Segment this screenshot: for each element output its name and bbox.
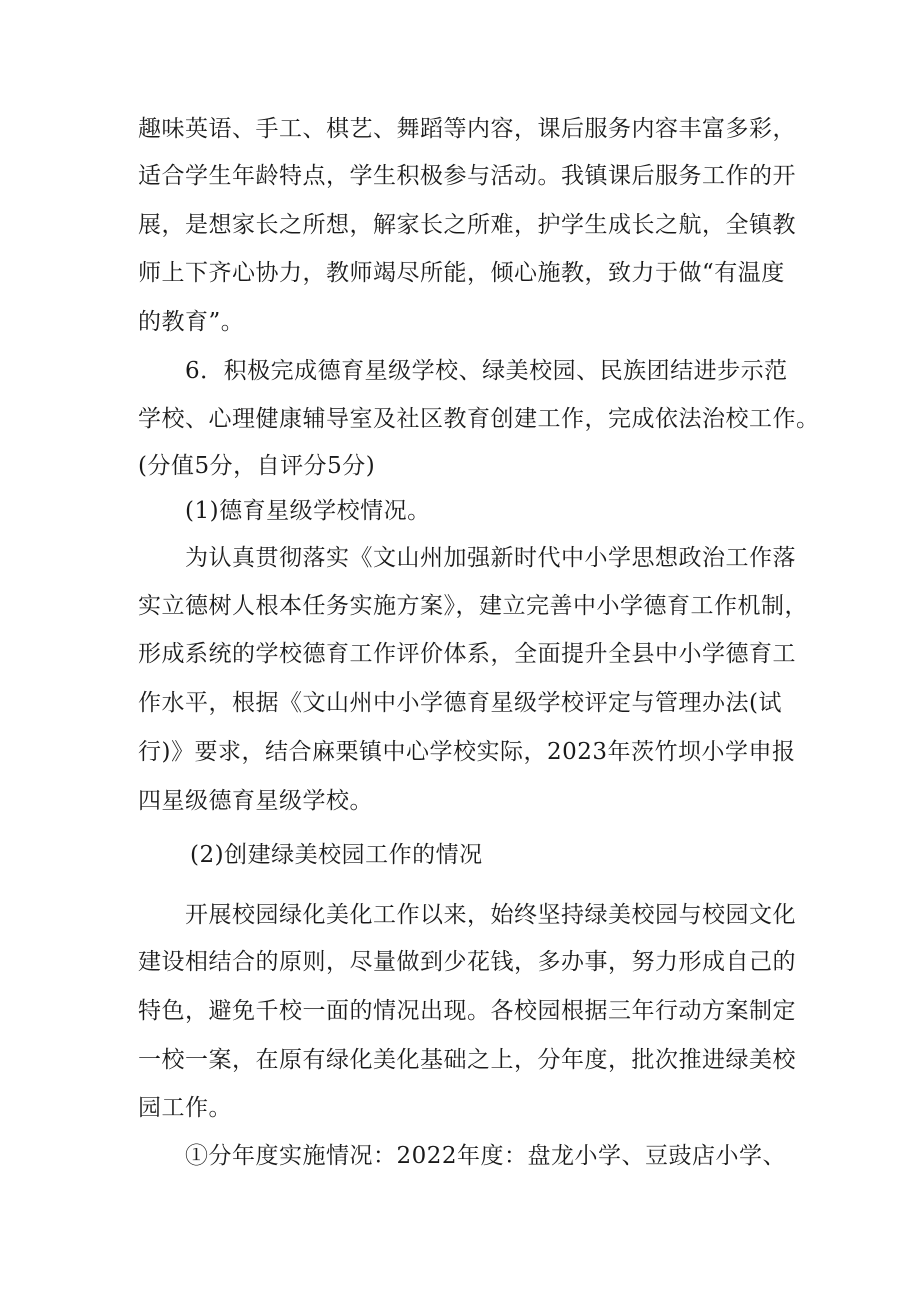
paragraph-line-5: 的教育”。 <box>138 309 245 335</box>
section-heading-6-cont: 学校、心理健康辅导室及社区教育创建工作，完成依法治校工作。 <box>138 406 820 432</box>
paragraph-line-2: 适合学生年龄特点，学生积极参与活动。我镇课后服务工作的开 <box>138 163 796 189</box>
paragraph-line-15: 一校一案，在原有绿化美化基础之上，分年度，批次推进绿美校 <box>138 1047 796 1073</box>
paragraph-line-1: 趣味英语、手工、棋艺、舞蹈等内容，课后服务内容丰富多彩， <box>138 116 796 142</box>
subheading-2: (2)创建绿美校园工作的情况 <box>190 842 483 868</box>
paragraph-line-12: 开展校园绿化美化工作以来，始终坚持绿美校园与校园文化 <box>185 902 796 928</box>
paragraph-line-7: 实立德树人根本任务实施方案》，建立完善中小学德育工作机制， <box>138 593 808 619</box>
paragraph-line-6: 为认真贯彻落实《文山州加强新时代中小学思想政治工作落 <box>185 545 796 571</box>
paragraph-line-13: 建设相结合的原则，尽量做到少花钱，多办事，努力形成自己的 <box>138 949 796 975</box>
score-note: (分值5分，自评分5分) <box>138 453 376 479</box>
paragraph-line-11: 四星级德育星级学校。 <box>138 788 373 814</box>
subheading-1: (1)德育星级学校情况。 <box>185 498 431 524</box>
paragraph-line-9: 作水平，根据《文山州中小学德育星级学校评定与管理办法(试 <box>138 690 782 716</box>
paragraph-line-8: 形成系统的学校德育工作评价体系，全面提升全县中小学德育工 <box>138 641 796 667</box>
paragraph-line-3: 展，是想家长之所想，解家长之所难，护学生成长之航，全镇教 <box>138 212 796 238</box>
paragraph-line-14: 特色，避免千校一面的情况出现。各校园根据三年行动方案制定 <box>138 998 796 1024</box>
paragraph-line-17: ①分年度实施情况：2022年度：盘龙小学、豆豉店小学、 <box>185 1143 787 1169</box>
paragraph-line-10: 行)》要求，结合麻栗镇中心学校实际，2023年茨竹坝小学申报 <box>138 739 796 765</box>
paragraph-line-4: 师上下齐心协力，教师竭尽所能，倾心施教，致力于做“有温度 <box>138 260 785 286</box>
paragraph-line-16: 园工作。 <box>138 1095 232 1121</box>
section-heading-6: 6．积极完成德育星级学校、绿美校园、民族团结进步示范 <box>185 358 788 384</box>
